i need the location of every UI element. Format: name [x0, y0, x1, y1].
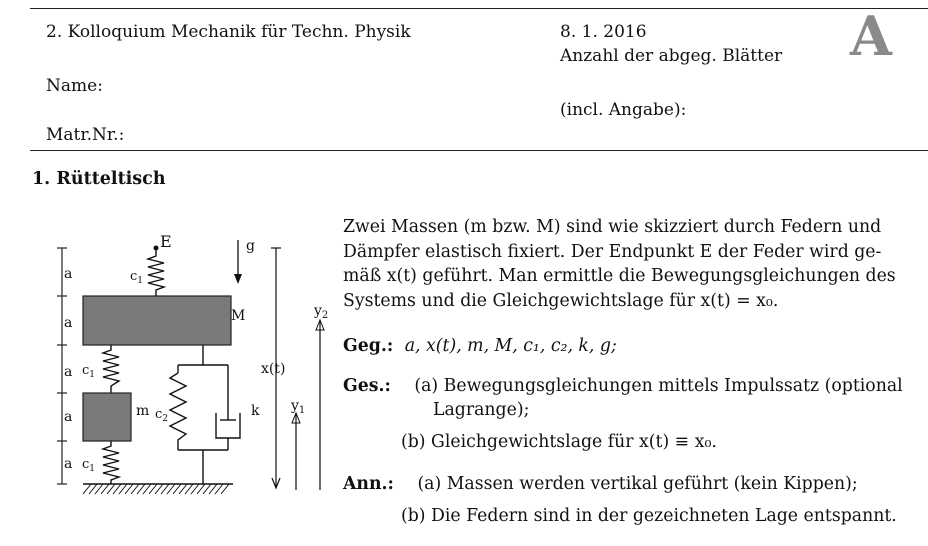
spring-c2	[170, 373, 186, 450]
label-y2: $y_2$	[314, 303, 329, 321]
label-c1-top: $c_1$	[130, 269, 144, 286]
label-y1: $y_1$	[291, 398, 306, 416]
sheets-incl-label: (incl. Angabe):	[560, 100, 687, 120]
label-c1-bottom: $c_1$	[82, 457, 96, 474]
exam-variant: A	[850, 4, 892, 68]
oscillating-table-figure	[48, 228, 338, 518]
dim-a-5: a	[64, 456, 73, 472]
exam-date: 8. 1. 2016	[560, 22, 647, 42]
assume-a-text: (a) Massen werden vertikal geführt (kein Kippen);	[417, 474, 858, 494]
spring-c1-bottom	[103, 441, 119, 484]
sought-line-a	[343, 376, 903, 396]
gravity-arrow-head	[234, 274, 242, 284]
top-rule	[30, 8, 928, 9]
label-xt: x(t)	[261, 361, 286, 377]
problem-description	[343, 215, 911, 313]
spring-c1-top	[148, 250, 164, 296]
given-values: a, x(t), m, M, c₁, c₂, k, g;	[404, 336, 617, 356]
assume-label: Ann.:	[343, 474, 394, 494]
description-line-2: Dämpfer elastisch fixiert. Der Endpunkt E der Feder wird ge-	[343, 241, 882, 262]
sought-a-text-1: (a) Bewegungsgleichungen mittels Impulssatz (optional	[414, 376, 903, 396]
label-c1-middle: $c_1$	[82, 363, 96, 380]
name-label: Name:	[46, 76, 103, 96]
sought-label: Ges.:	[343, 376, 391, 396]
spring-c1-middle	[103, 345, 119, 393]
dim-a-2: a	[64, 315, 73, 331]
point-E	[154, 246, 159, 251]
description-line-1: Zwei Massen (m bzw. M) sind wie skizziert durch Federn und	[343, 217, 882, 237]
mass-M	[83, 296, 231, 345]
problem-title: 1. Rütteltisch	[32, 169, 166, 189]
label-m: m	[136, 403, 150, 419]
given-label: Geg.:	[343, 336, 394, 356]
ground-hatch	[83, 484, 229, 494]
matr-label: Matr.Nr.:	[46, 125, 125, 145]
description-line-4: Systems und die Gleichgewichtslage für x(t) = x₀.	[343, 290, 779, 311]
label-k: k	[251, 403, 260, 419]
assume-line-b: (b) Die Federn sind in der gezeichneten Lage entspannt.	[401, 506, 897, 526]
dim-a-3: a	[64, 364, 73, 380]
dim-a-1: a	[64, 266, 73, 282]
label-E: E	[160, 232, 172, 251]
description-line-3: mäß x(t) geführt. Man ermittle die Bewegungsgleichungen des	[343, 266, 896, 286]
sought-line-a2: Lagrange);	[433, 400, 530, 420]
given-line	[343, 336, 617, 356]
dim-a-4: a	[64, 409, 73, 425]
label-M: M	[231, 308, 246, 324]
sheets-count-label: Anzahl der abgeg. Blätter	[560, 46, 783, 66]
label-g: g	[246, 238, 255, 254]
assume-line-a	[343, 474, 858, 494]
spring-damper-frame	[178, 345, 228, 484]
sought-line-b: (b) Gleichgewichtslage für x(t) ≡ x₀.	[401, 432, 717, 452]
course-title: 2. Kolloquium Mechanik für Techn. Physik	[46, 22, 411, 42]
label-c2: $c_2$	[155, 407, 169, 424]
mass-m	[83, 393, 131, 441]
header-bottom-rule	[30, 150, 928, 151]
damper-k	[216, 398, 240, 450]
